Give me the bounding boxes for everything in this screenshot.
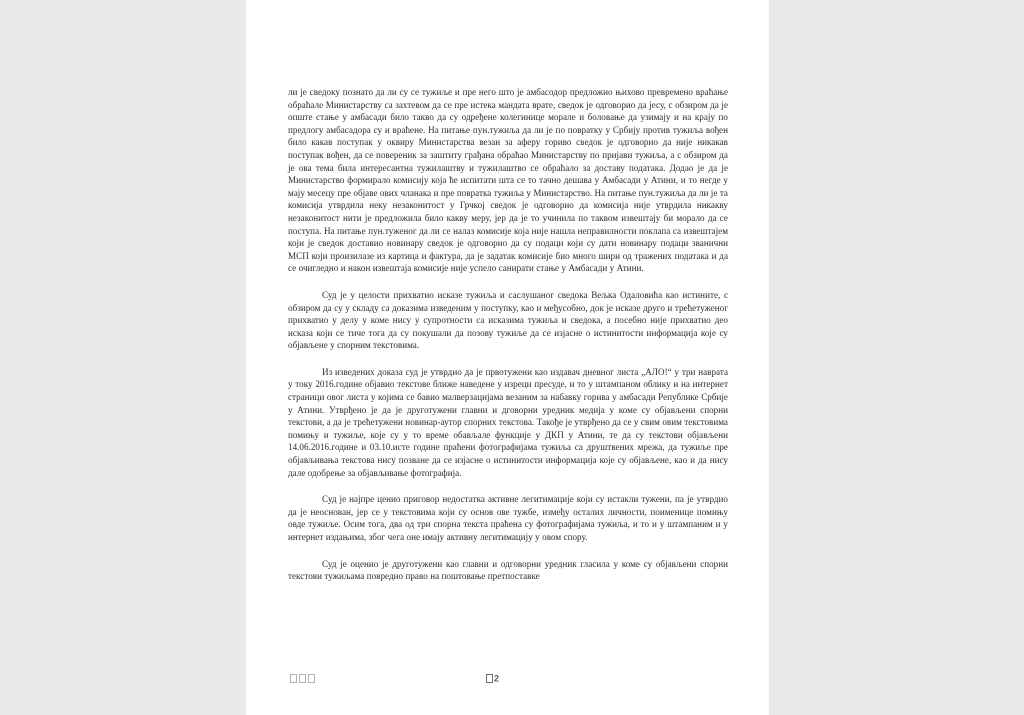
- paragraph-2: Суд је у целости прихватио исказе тужиља и саслушаног сведока Вељка Одаловића као истините, с обзиром да су у складу са доказима изведеним у поступку, као и међусобно, док је исказе друго и трећетуженог прихватио у делу у коме нису у супротности са исказима тужиља и сведока, а посебно није прихватио део исказа који се тиче тога да су покушали да позову тужиље да се изјасне о истинитости информација које су објављене у спорним текстовима.: [288, 289, 728, 351]
- footer-left-marks: [290, 673, 317, 683]
- page-number-value: 2: [494, 673, 500, 684]
- missing-glyph-icon: [486, 674, 493, 683]
- page-footer: [288, 673, 728, 689]
- missing-glyph-icon: [299, 674, 306, 683]
- paragraph-5: Суд је оценио је друготужени као главни и одговорни уредник гласила у коме су објављени спорни текстови тужиљама повредио право на поштовање претпоставке: [288, 558, 728, 582]
- document-page: [246, 0, 769, 715]
- missing-glyph-icon: [308, 674, 315, 683]
- page-number-label: [486, 673, 500, 684]
- page-text-body: [288, 86, 728, 583]
- missing-glyph-icon: [290, 674, 297, 683]
- paragraph-4: Суд је најпре ценио приговор недостатка активне легитимације који су истакли тужени, па је утврдио да је неоснован, јер се у текстовима који су основ ове тужбе, између осталих личности, поименице помињу овде тужиље. Осим тога, два од три спорна текста праћена су фотографијама тужиља, и то и у штампаним и у интернет издањима, због чега оне имају активну легитимацију у овом спору.: [288, 494, 728, 542]
- paragraph-3: Из изведених доказа суд је утврдио да је првотужени као издавач дневног листа „АЛО!“ у три наврата у току 2016.године објавио текстове ближе наведене у изреци пресуде, и то у штампаном облику и на интернет страници овог листа у којима се бавио малверзацијама везаним за набавку горива у амбасади Републике Србије у Атини. Утврђено је да је друготужени главни и дговорни уредник медија у коме су објављени спорни текстови, а да је трећетужени новинар-аутор спорних текстова. Такође је утврђено да се у свим овим текстовима помињу и тужиље, које су у то време обављале функције у ДКП у Атини, те да су текстови објављени 14.06.2016.године и 03.10.исте године праћени фотографијама тужиља са друштвених мрежа, да тужиље пре објављивања текстова нису позване да се изјасне о истинитости информација које су објављене, као и да нису дале одобрење за објављивање фотографија.: [288, 366, 728, 478]
- paragraph-1: ли је сведоку познато да ли су се тужиље и пре него што је амбасодор предложио њихово превремено враћање обраћале Министарству са захтевом да се пре истека мандата врате, сведок је одговорио да јесу, с обзиром да је опште стање у амбасади било такво да су одређене колегинице морале и боловање да узимају и на крају по предлогу амбасадора су и враћене. На питање пун.тужиља да ли је по повратку у Србију против тужиља вођен било какав поступак у оквиру Министарства везан за аферу гориво сведок је одговорио да није никакав поступак вођен, да се повереник за заштиту грађана обраћао Министарству по пријави тужиља, а с обзиром да је ова тема била интересантна тужилаштву и тужилаштво се обраћало за доставу података. Додао је да је Министарство формирало комисију која ће испитати шта се то тачно дешава у Амбасади у Атини, и то негде у мају месецу пре објаве ових чланака и пре повратка тужиља у Министарство. На питање пун.тужиља да ли је та комисија утврдила неку незаконитост у Грчкој сведок је одговорио да комисија није утврдила никакву незаконитост нити је предложила било какву меру, јер да је то учинила по таквом извештају би морало да се поступа. На питање пун.туженог да ли се налаз комисије која није нашла неправилности поклапа са извештајем који је сведок доставио новинару сведок је одговорио да су подаци који су дати новинару подаци званични МСП који произилазе из картица и фактура, да је задатак комисије био много шири од тражених података и да се очигледно и након извештаја комисије није успело санирати стање у Амбасади у Атини.: [288, 87, 728, 274]
